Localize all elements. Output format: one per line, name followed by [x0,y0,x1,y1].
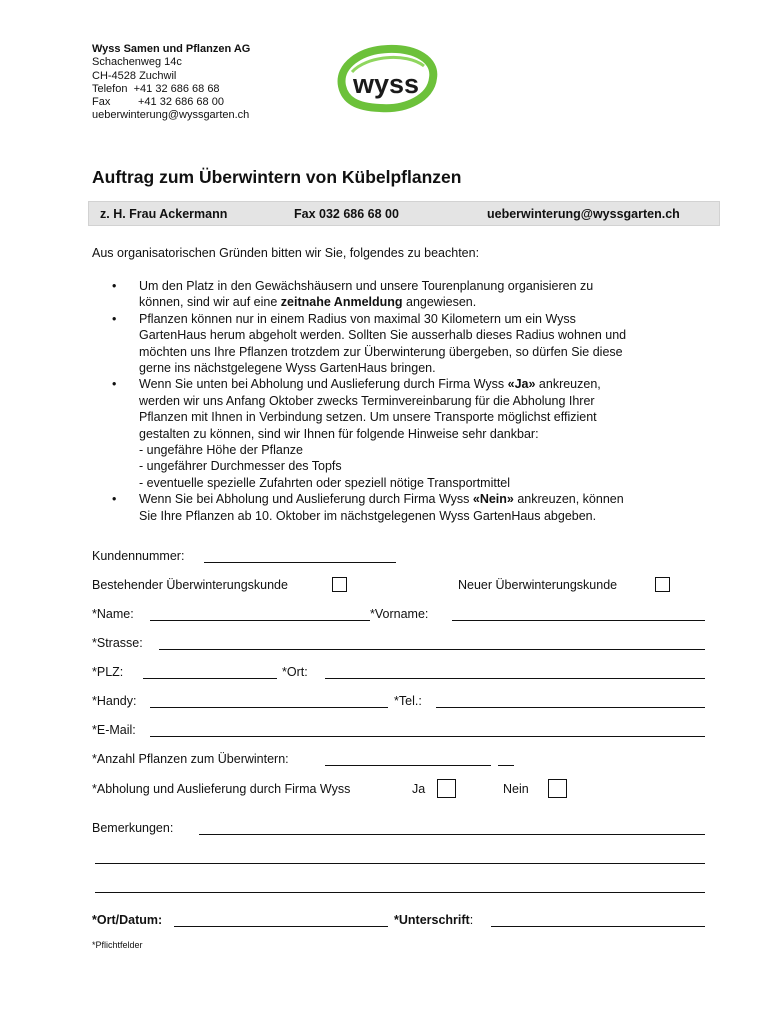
remarks-field[interactable] [199,834,705,835]
name-field[interactable] [150,620,370,621]
first-name-label: *Vorname: [370,607,429,621]
signature-label: *Unterschrift: [394,913,474,927]
city-field[interactable] [325,678,705,679]
contact-bar [88,201,720,226]
remarks-line-3 [92,879,707,897]
email-label: *E-Mail: [92,723,136,737]
bullet-icon: • [112,492,117,507]
signature-field[interactable] [491,926,705,927]
required-fields-note: *Pflichtfelder [92,940,143,950]
list-item: • Pflanzen können nur in einem Radius von maximal 30 Kilometern um ein Wyss GartenHaus herum abgeholt werden. Sollten Sie ausserhalb dieses Radius wohnen und möchten uns Ihre Pflanzen trotzdem zur Überwinterung übergeben, so dürfen Sie diese gerne ins nächstgelegene Wyss GartenHaus bringen. [112,311,627,376]
list-item: • Um den Platz in den Gewächshäusern und unsere Tourenplanung organisieren zu können, sind wir auf eine zeitnahe Anmeldung angewiesen. [112,279,594,310]
list-item: • Wenn Sie bei Abholung und Auslieferung durch Firma Wyss «Nein» ankreuzen, können Sie Ihre Pflanzen ab 10. Oktober im nächstgelegenen Wyss GartenHaus abgeben. [112,492,624,523]
company-phone: Telefon +41 32 686 68 68 [92,82,220,95]
phone-row [92,694,707,712]
bullet-icon: • [112,279,117,293]
city-label: *Ort: [282,665,308,679]
logo-text: wyss [352,69,420,99]
place-date-field[interactable] [174,926,388,927]
customer-type-row [92,578,707,596]
page-title: Auftrag zum Überwintern von Kübelpflanzen [92,167,462,187]
remarks-row [92,821,707,839]
phone-label: *Tel.: [394,694,422,708]
bullet-icon: • [112,377,117,392]
list-item: • Wenn Sie unten bei Abholung und Auslieferung durch Firma Wyss «Ja» ankreuzen, werden wir uns Anfang Oktober zwecks Terminvereinbarung für die Abholung Ihrer Pflanzen mit Ihnen in Verbindung setzen. Um unsere Transporte möglichst effizient gestalten zu können, sind wir Ihnen für folgende Hinweise sehr dankbar: - ungefähre Höhe der Pflanze - ungefährer Durchmesser des Topfs - eventuelle spezielle Zufahrten oder speziell nötige Transportmittel [112,377,601,490]
customer-number-label: Kundennummer: [92,549,185,563]
customer-number-row [92,549,707,567]
mobile-field[interactable] [150,707,388,708]
phone-field[interactable] [436,707,705,708]
pickup-yes-checkbox[interactable] [437,779,456,798]
notes-list [112,278,712,524]
remarks-label: Bemerkungen: [92,821,174,835]
email-field[interactable] [150,736,705,737]
place-date-label: *Ort/Datum: [92,913,163,927]
plant-count-field[interactable] [325,765,491,766]
company-address [92,43,250,123]
company-email: ueberwinterung@wyssgarten.ch [92,109,250,122]
zip-city-row [92,665,707,683]
street-field[interactable] [159,649,705,650]
plant-count-row [92,752,707,770]
street-row [92,636,707,654]
existing-customer-checkbox[interactable] [332,577,347,592]
contact-email: ueberwinterung@wyssgarten.ch [487,207,680,221]
company-fax: Fax +41 32 686 68 00 [92,96,224,109]
street-label: *Strasse: [92,636,143,650]
pickup-no-label: Nein [503,782,529,796]
name-label: *Name: [92,607,134,621]
mobile-label: *Handy: [92,694,137,708]
pickup-no-checkbox[interactable] [548,779,567,798]
bullet-icon: • [112,311,117,326]
wyss-logo [332,42,440,116]
company-street: Schachenweg 14c [92,56,182,69]
plant-count-label: *Anzahl Pflanzen zum Überwintern: [92,752,289,766]
remarks-field-2[interactable] [95,863,705,864]
intro-text: Aus organisatorischen Gründen bitten wir Sie, folgendes zu beachten: [92,246,480,260]
plant-count-field-extra[interactable] [498,765,514,766]
signature-row [92,913,707,931]
pickup-label: *Abholung und Auslieferung durch Firma Wyss [92,782,351,796]
remarks-line-2 [92,850,707,868]
first-name-field[interactable] [452,620,705,621]
company-name: Wyss Samen und Pflanzen AG [92,43,251,55]
pickup-row [92,782,707,800]
email-row [92,723,707,741]
name-row [92,607,707,625]
zip-label: *PLZ: [92,665,124,679]
company-city: CH-4528 Zuchwil [92,69,177,82]
new-customer-checkbox[interactable] [655,577,670,592]
customer-number-field[interactable] [204,562,396,563]
existing-customer-label: Bestehender Überwinterungskunde [92,578,288,592]
remarks-field-3[interactable] [95,892,705,893]
zip-field[interactable] [143,678,277,679]
new-customer-label: Neuer Überwinterungskunde [458,578,618,592]
contact-fax: Fax 032 686 68 00 [294,207,399,221]
contact-attention: z. H. Frau Ackermann [100,207,228,221]
pickup-yes-label: Ja [412,782,426,796]
